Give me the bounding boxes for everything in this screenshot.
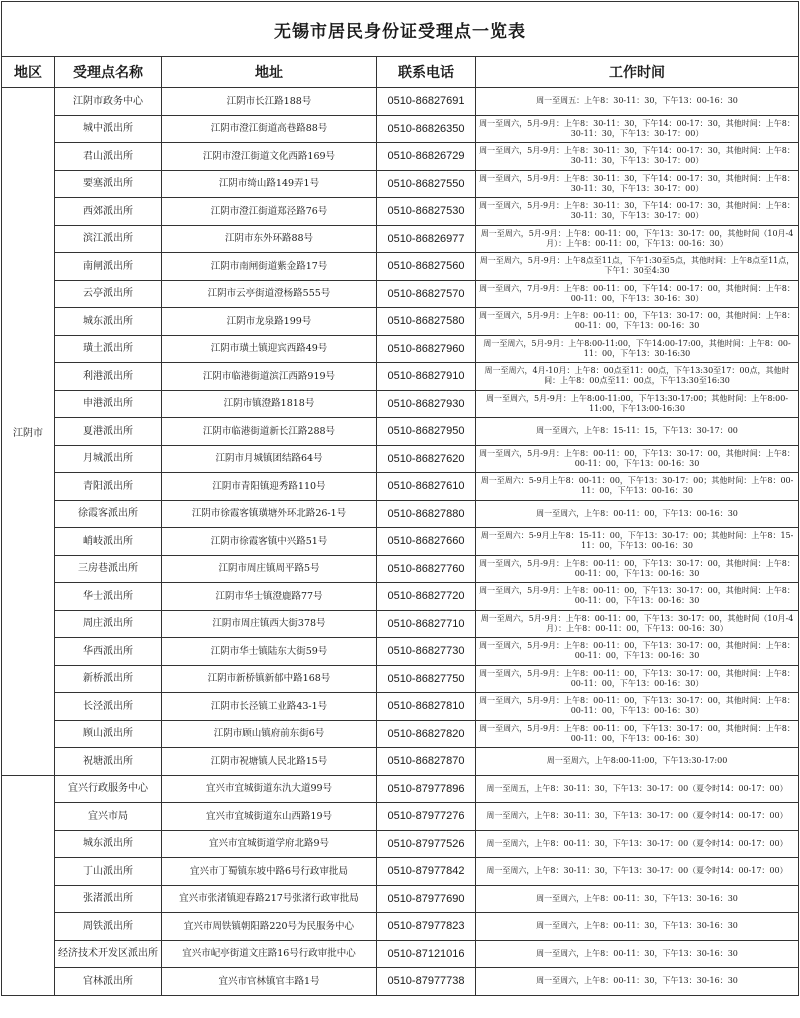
- address-cell: 江阴市澄江街道文化西路169号: [162, 143, 377, 171]
- address-cell: 江阴市东外环路88号: [162, 225, 377, 253]
- office-name-cell: 新桥派出所: [55, 665, 162, 693]
- phone-cell: 0510-86827570: [377, 280, 476, 308]
- phone-cell: 0510-86827760: [377, 555, 476, 583]
- hours-cell: 周一至周六，上午8:00-11:00，下午13:30-17:00: [476, 748, 799, 776]
- hours-cell: 周一至周六，上午8：00-11：30，下午13：30-16：30: [476, 968, 799, 996]
- address-cell: 江阴市临港街道滨江西路919号: [162, 363, 377, 391]
- table-row: [2, 720, 799, 748]
- table-row: [2, 610, 799, 638]
- office-name-cell: 顾山派出所: [55, 720, 162, 748]
- table-row: [2, 830, 799, 858]
- address-cell: 江阴市龙泉路199号: [162, 308, 377, 336]
- hours-cell: 周一至周六，上午8：15-11：15，下午13：30-17：00: [476, 418, 799, 446]
- table-row: [2, 170, 799, 198]
- office-name-cell: 青阳派出所: [55, 473, 162, 501]
- phone-cell: 0510-87977690: [377, 885, 476, 913]
- address-cell: 江阴市祝塘镇人民北路15号: [162, 748, 377, 776]
- table-row: [2, 693, 799, 721]
- phone-cell: 0510-86827880: [377, 500, 476, 528]
- office-name-cell: 长泾派出所: [55, 693, 162, 721]
- address-cell: 宜兴市张渚镇迎春路217号张渚行政审批局: [162, 885, 377, 913]
- area-cell: 江阴市: [2, 88, 55, 776]
- address-cell: 宜兴市宜城街道学府北路9号: [162, 830, 377, 858]
- hours-cell: 周一至周六，5月-9月：上午8：30-11：30，下午14：00-17：30，其他时间：上午8：30-11：30，下午13：30-17：00）: [476, 143, 799, 171]
- office-name-cell: 君山派出所: [55, 143, 162, 171]
- phone-cell: 0510-86827810: [377, 693, 476, 721]
- office-name-cell: 城中派出所: [55, 115, 162, 143]
- hours-cell: 周一至周六，5月-9月：上午8：00-11：00，下午13：30-17：00，其他时间：上午8：00-11：00，下午13：00-16：30）: [476, 693, 799, 721]
- phone-cell: 0510-86826350: [377, 115, 476, 143]
- header-address: 地址: [162, 57, 377, 88]
- table-row: [2, 225, 799, 253]
- address-cell: 江阴市南闸街道紫金路17号: [162, 253, 377, 281]
- hours-cell: 周一至周五，上午8：30-11：30，下午13：30-17：00（夏令时14：00-17：00）: [476, 775, 799, 803]
- address-cell: 宜兴市丁蜀镇东坡中路6号行政审批局: [162, 858, 377, 886]
- address-cell: 江阴市青阳镇迎秀路110号: [162, 473, 377, 501]
- phone-cell: 0510-86827580: [377, 308, 476, 336]
- phone-cell: 0510-86827950: [377, 418, 476, 446]
- office-name-cell: 云亭派出所: [55, 280, 162, 308]
- address-cell: 江阴市徐霞客镇中兴路51号: [162, 528, 377, 556]
- office-name-cell: 周铁派出所: [55, 913, 162, 941]
- address-cell: 江阴市澄江街道郑泾路76号: [162, 198, 377, 226]
- phone-cell: 0510-87977842: [377, 858, 476, 886]
- header-row: [2, 57, 799, 88]
- address-cell: 江阴市徐霞客镇璜塘外环北路26-1号: [162, 500, 377, 528]
- table-row: [2, 88, 799, 116]
- office-name-cell: 华西派出所: [55, 638, 162, 666]
- table-row: [2, 390, 799, 418]
- table-row: [2, 335, 799, 363]
- phone-cell: 0510-87977738: [377, 968, 476, 996]
- office-name-cell: 周庄派出所: [55, 610, 162, 638]
- office-name-cell: 丁山派出所: [55, 858, 162, 886]
- table-row: [2, 528, 799, 556]
- hours-cell: 周一至周六，4月-10月：上午8：00点至11：00点，下午13:30至17：00点，其他时间：上午8：00点至11：00点，下午13:30至16:30: [476, 363, 799, 391]
- hours-cell: 周一至周六，5月-9月：上午8：30-11：30，下午14：00-17：30，其他时间：上午8：30-11：30，下午13：30-17：00）: [476, 198, 799, 226]
- phone-cell: 0510-86827530: [377, 198, 476, 226]
- table-row: [2, 363, 799, 391]
- table-row: [2, 748, 799, 776]
- table-row: [2, 143, 799, 171]
- address-cell: 宜兴市屺亭街道文庄路16号行政审批中心: [162, 940, 377, 968]
- table-row: [2, 555, 799, 583]
- hours-cell: 周一至周六，5月-9月：上午8：00-11：00，下午13：30-17：00，其他时间：上午8：00-11：00，下午13：00-16：30: [476, 308, 799, 336]
- address-cell: 江阴市华士镇澄鹿路77号: [162, 583, 377, 611]
- phone-cell: 0510-86827610: [377, 473, 476, 501]
- header-name: 受理点名称: [55, 57, 162, 88]
- address-cell: 江阴市顾山镇府前东街6号: [162, 720, 377, 748]
- table-row: [2, 775, 799, 803]
- office-name-cell: 江阴市政务中心: [55, 88, 162, 116]
- phone-cell: 0510-86827750: [377, 665, 476, 693]
- phone-cell: 0510-86827710: [377, 610, 476, 638]
- table-row: [2, 473, 799, 501]
- hours-cell: 周一至周六：5-9月上午8：15-11：00，下午13：30-17：00；其他时间：上午8：15-11：00，下午13：00-16：30: [476, 528, 799, 556]
- hours-cell: 周一至周六，5月-9月：上午8：00-11：00，下午13：30-17：00，其他时间：上午8：00-11：00，下午13：00-16：30: [476, 638, 799, 666]
- hours-cell: 周一至周五：上午8：30-11：30，下午13：00-16：30: [476, 88, 799, 116]
- address-cell: 宜兴市周铁镇朝阳路220号为民服务中心: [162, 913, 377, 941]
- table-row: [2, 308, 799, 336]
- hours-cell: 周一至周六，5月-9月：上午8：00-11：00，下午13：30-17：00，其他时间：上午8：00-11：00，下午13：00-16：30）: [476, 665, 799, 693]
- phone-cell: 0510-86826729: [377, 143, 476, 171]
- address-cell: 宜兴市官林镇官丰路1号: [162, 968, 377, 996]
- hours-cell: 周一至周六，5月-9月：上午8:00-11:00，下午14:00-17:00，其他时间：上午8：00-11：00，下午13：30-16:30: [476, 335, 799, 363]
- hours-cell: 周一至周六，上午8：00-11：00，下午13：00-16：30: [476, 500, 799, 528]
- hours-cell: 周一至周六：5-9月上午8：00-11：00，下午13：30-17：00；其他时间：上午8：00-11：00，下午13：00-16：30: [476, 473, 799, 501]
- address-cell: 江阴市周庄镇西大街378号: [162, 610, 377, 638]
- phone-cell: 0510-86827620: [377, 445, 476, 473]
- header-area: 地区: [2, 57, 55, 88]
- phone-cell: 0510-86827660: [377, 528, 476, 556]
- office-name-cell: 西郊派出所: [55, 198, 162, 226]
- area-cell: [2, 775, 55, 995]
- table-row: [2, 858, 799, 886]
- office-name-cell: 南闸派出所: [55, 253, 162, 281]
- table-row: [2, 638, 799, 666]
- office-name-cell: 璜土派出所: [55, 335, 162, 363]
- hours-cell: 周一至周六，5月-9月：上午8：00-11：00，下午13：30-17：00，其他时间：上午8：00-11：00，下午13：00-16：30: [476, 583, 799, 611]
- hours-cell: 周一至周六，5月-9月：上午8：00-11：00，下午13：30-17：00，其他时间：上午8：00-11：00，下午13：00-16：30: [476, 445, 799, 473]
- table-row: [2, 885, 799, 913]
- phone-cell: 0510-87977823: [377, 913, 476, 941]
- office-name-cell: 要塞派出所: [55, 170, 162, 198]
- office-name-cell: 官林派出所: [55, 968, 162, 996]
- hours-cell: 周一至周六，5月-9月：上午8：30-11：30，下午14：00-17：30，其他时间：上午8：30-11：30，下午13：30-17：00）: [476, 115, 799, 143]
- hours-cell: 周一至周六，上午8：30-11：30，下午13：30-17：00（夏令时14：00-17：00）: [476, 858, 799, 886]
- address-cell: 宜兴市宜城街道东山西路19号: [162, 803, 377, 831]
- address-cell: 宜兴市宜城街道东氿大道99号: [162, 775, 377, 803]
- hours-cell: 周一至周六，5月-9月：上午8点至11点，下午1:30至5点，其他时间：上午8点至11点，下午1：30至4:30: [476, 253, 799, 281]
- phone-cell: 0510-86827820: [377, 720, 476, 748]
- office-name-cell: 祝塘派出所: [55, 748, 162, 776]
- document-title: 无锡市居民身份证受理点一览表: [2, 2, 799, 57]
- hours-cell: 周一至周六，5月-9月：上午8:00-11:00，下午13:30-17:00；其他时间：上午8:00-11:00，下午13:00-16:30: [476, 390, 799, 418]
- phone-cell: 0510-87977276: [377, 803, 476, 831]
- office-name-cell: 宜兴市局: [55, 803, 162, 831]
- table-row: [2, 968, 799, 996]
- table-row: [2, 253, 799, 281]
- office-name-cell: 张渚派出所: [55, 885, 162, 913]
- phone-cell: 0510-86827560: [377, 253, 476, 281]
- office-name-cell: 徐霞客派出所: [55, 500, 162, 528]
- header-hours: 工作时间: [476, 57, 799, 88]
- office-name-cell: 月城派出所: [55, 445, 162, 473]
- office-name-cell: 利港派出所: [55, 363, 162, 391]
- table-row: [2, 115, 799, 143]
- address-cell: 江阴市临港街道新长江路288号: [162, 418, 377, 446]
- office-name-cell: 华士派出所: [55, 583, 162, 611]
- office-name-cell: 滨江派出所: [55, 225, 162, 253]
- hours-cell: 周一至周六，5月-9月：上午8：00-11：00，下午13：30-17：00，其他时间（10月-4月）：上午8：00-11：00，下午13：00-16：30）: [476, 225, 799, 253]
- title-row: [2, 2, 799, 57]
- office-name-cell: 城东派出所: [55, 308, 162, 336]
- address-cell: 江阴市绮山路149弄1号: [162, 170, 377, 198]
- address-cell: 江阴市长泾镇工业路43-1号: [162, 693, 377, 721]
- table-row: [2, 500, 799, 528]
- hours-cell: 周一至周六，上午8：00-11：30，下午13：30-16：30: [476, 913, 799, 941]
- office-name-cell: 申港派出所: [55, 390, 162, 418]
- address-cell: 江阴市长江路188号: [162, 88, 377, 116]
- table-row: [2, 418, 799, 446]
- table-row: [2, 445, 799, 473]
- hours-cell: 周一至周六，上午8：00-11：30，下午13：30-17：00（夏令时14：00-17：00）: [476, 830, 799, 858]
- hours-cell: 周一至周六，上午8：00-11：30，下午13：30-16：30: [476, 940, 799, 968]
- table-row: [2, 913, 799, 941]
- office-name-cell: 三房巷派出所: [55, 555, 162, 583]
- phone-cell: 0510-86827930: [377, 390, 476, 418]
- hours-cell: 周一至周六，5月-9月：上午8：00-11：00，下午13：30-17：00，其他时间（10月-4月）：上午8：00-11：00，下午13：00-16：30）: [476, 610, 799, 638]
- phone-cell: 0510-86827730: [377, 638, 476, 666]
- table-row: [2, 803, 799, 831]
- table-row: [2, 665, 799, 693]
- address-cell: 江阴市璜土镇迎宾西路49号: [162, 335, 377, 363]
- hours-cell: 周一至周六，上午8：00-11：30，下午13：30-16：30: [476, 885, 799, 913]
- address-cell: 江阴市澄江街道高巷路88号: [162, 115, 377, 143]
- hours-cell: 周一至周六，上午8：30-11：30，下午13：30-17：00（夏令时14：00-17：00）: [476, 803, 799, 831]
- acceptance-points-table: [1, 1, 799, 996]
- table-row: [2, 280, 799, 308]
- phone-cell: 0510-86827910: [377, 363, 476, 391]
- office-name-cell: 夏港派出所: [55, 418, 162, 446]
- office-name-cell: 经济技术开发区派出所: [55, 940, 162, 968]
- office-name-cell: 城东派出所: [55, 830, 162, 858]
- phone-cell: 0510-86827960: [377, 335, 476, 363]
- phone-cell: 0510-87977896: [377, 775, 476, 803]
- address-cell: 江阴市新桥镇新郁中路168号: [162, 665, 377, 693]
- hours-cell: 周一至周六，5月-9月：上午8：30-11：30，下午14：00-17：30，其他时间：上午8：30-11：30，下午13：30-17：00）: [476, 170, 799, 198]
- address-cell: 江阴市云亭街道澄杨路555号: [162, 280, 377, 308]
- document-sheet: [1, 1, 798, 1014]
- phone-cell: 0510-86827691: [377, 88, 476, 116]
- table-row: [2, 583, 799, 611]
- phone-cell: 0510-86826977: [377, 225, 476, 253]
- office-name-cell: 峭岐派出所: [55, 528, 162, 556]
- office-name-cell: 宜兴行政服务中心: [55, 775, 162, 803]
- address-cell: 江阴市华士镇陆东大街59号: [162, 638, 377, 666]
- hours-cell: 周一至周六，5月-9月：上午8：00-11：00，下午13：30-17：00，其他时间：上午8：00-11：00，下午13：00-16：30: [476, 555, 799, 583]
- phone-cell: 0510-87977526: [377, 830, 476, 858]
- phone-cell: 0510-86827550: [377, 170, 476, 198]
- address-cell: 江阴市周庄镇周平路5号: [162, 555, 377, 583]
- phone-cell: 0510-87121016: [377, 940, 476, 968]
- header-phone: 联系电话: [377, 57, 476, 88]
- address-cell: 江阴市月城镇团结路64号: [162, 445, 377, 473]
- phone-cell: 0510-86827870: [377, 748, 476, 776]
- table-row: [2, 940, 799, 968]
- phone-cell: 0510-86827720: [377, 583, 476, 611]
- table-row: [2, 198, 799, 226]
- address-cell: 江阴市镇澄路1818号: [162, 390, 377, 418]
- hours-cell: 周一至周六，5月-9月：上午8：00-11：00，下午13：30-17：00，其他时间：上午8：00-11：00，下午13：00-16：30）: [476, 720, 799, 748]
- hours-cell: 周一至周六，7月-9月：上午8：00-11：00，下午14：00-17：00，其他时间：上午8：00-11：00，下午13：30-16：30）: [476, 280, 799, 308]
